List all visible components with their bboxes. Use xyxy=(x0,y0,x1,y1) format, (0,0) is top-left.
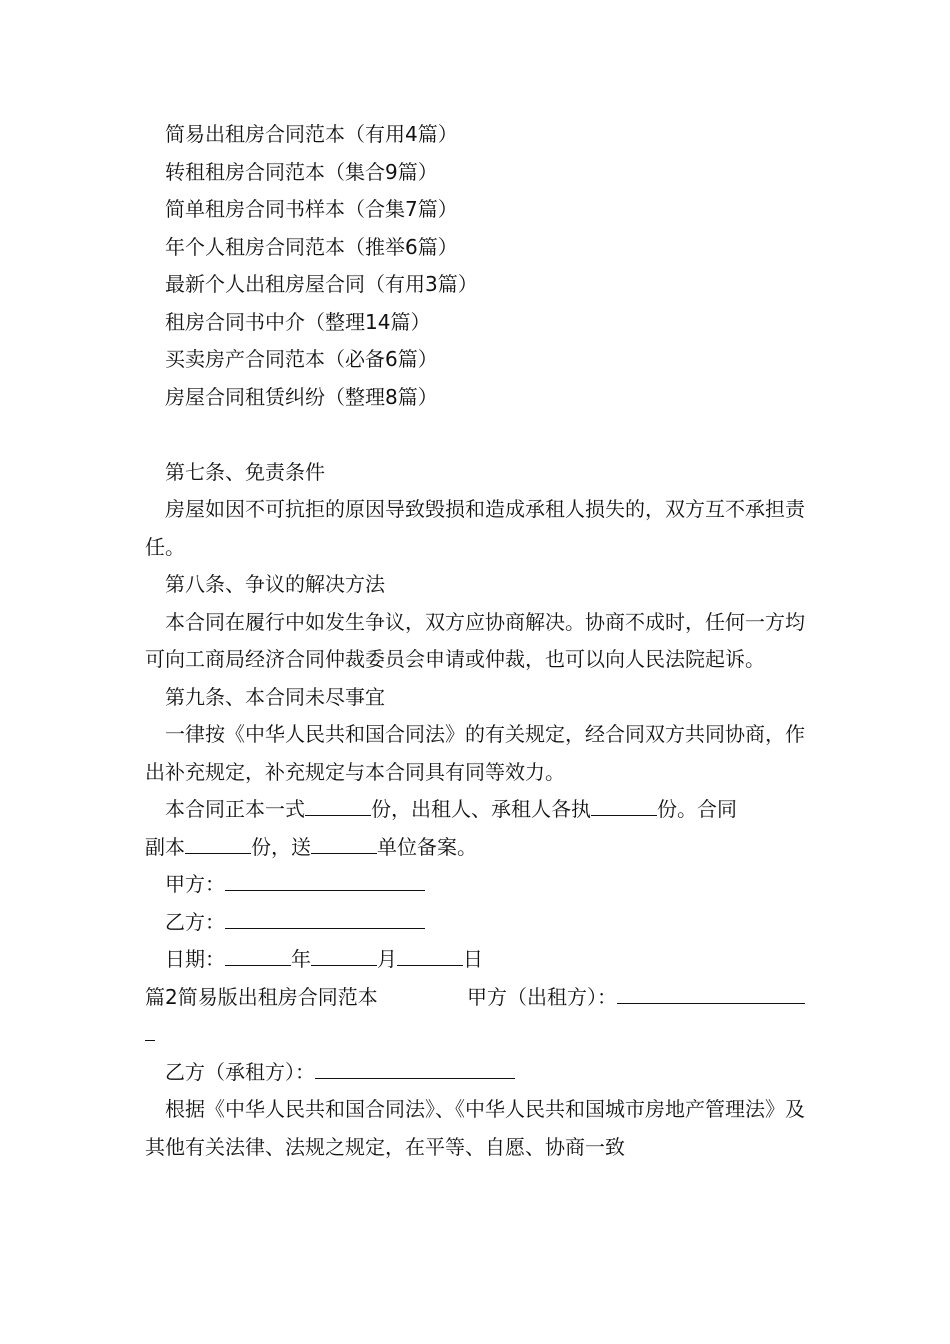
copies-text: 副本 xyxy=(145,834,185,859)
copies-text: 份，送 xyxy=(251,834,311,859)
date-label: 日期： xyxy=(165,947,225,971)
underscore-mark xyxy=(145,1016,155,1041)
party-a-label: 甲方： xyxy=(165,872,225,896)
toc-item[interactable]: 转租租房合同范本（集合9篇） xyxy=(165,159,438,184)
copies-line-1 xyxy=(145,791,805,829)
lessee-label: 乙方（承租方）： xyxy=(165,1059,315,1084)
lessee-field xyxy=(145,1054,805,1092)
article-9-body: 一律按《中华人民共和国合同法》的有关规定，经合同双方共同协商，作出补充规定，补充规定与本合同具有同等效力。 xyxy=(145,722,805,784)
copies-text: 本合同正本一式 xyxy=(165,797,305,821)
party-b-signature xyxy=(145,904,805,942)
article-8-heading: 第八条、争议的解决方法 xyxy=(165,572,385,596)
lessor-blank-continuation xyxy=(145,1016,805,1054)
article-7-body: 房屋如因不可抗拒的原因导致毁损和造成承租人损失的，双方互不承担责任。 xyxy=(145,497,805,559)
section-2-header xyxy=(145,979,805,1017)
month-blank[interactable] xyxy=(311,964,377,966)
party-b-label: 乙方： xyxy=(165,909,225,934)
lessor-label: 甲方（出租方）： xyxy=(467,984,617,1009)
party-a-blank[interactable] xyxy=(225,889,425,891)
section-2-title: 篇2简易版出租房合同范本 xyxy=(145,984,378,1009)
article-9-heading: 第九条、本合同未尽事宜 xyxy=(165,684,385,709)
toc-item[interactable]: 房屋合同租赁纠纷（整理8篇） xyxy=(165,384,438,409)
toc-item[interactable]: 年个人租房合同范本（推举6篇） xyxy=(165,234,458,259)
blank-line xyxy=(145,416,805,454)
year-blank[interactable] xyxy=(225,964,291,966)
copies-text: 单位备案。 xyxy=(377,834,477,859)
toc-item[interactable]: 简单租房合同书样本（合集7篇） xyxy=(165,197,458,221)
copies-line-2 xyxy=(145,829,805,867)
article-8-body: 本合同在履行中如发生争议，双方应协商解决。协商不成时，任何一方均可向工商局经济合同仲裁委员会申请或仲裁，也可以向人民法院起诉。 xyxy=(145,609,805,671)
fill-blank[interactable] xyxy=(305,814,371,816)
toc-item[interactable]: 简易出租房合同范本（有用4篇） xyxy=(165,122,458,146)
lessor-field xyxy=(467,979,805,1017)
copies-clause xyxy=(145,791,805,866)
toc-list xyxy=(145,116,805,416)
year-label: 年 xyxy=(291,947,311,971)
month-label: 月 xyxy=(377,947,397,971)
toc-item[interactable]: 买卖房产合同范本（必备6篇） xyxy=(165,347,438,371)
lessor-blank[interactable] xyxy=(617,1002,805,1004)
day-blank[interactable] xyxy=(397,964,463,966)
section-2-body: 根据《中华人民共和国合同法》、《中华人民共和国城市房地产管理法》及其他有关法律、法规之规定，在平等、自愿、协商一致 xyxy=(145,1097,805,1159)
party-a-signature xyxy=(145,866,805,904)
date-line xyxy=(145,941,805,979)
toc-item[interactable]: 最新个人出租房屋合同（有用3篇） xyxy=(165,272,478,296)
party-b-blank[interactable] xyxy=(225,927,425,929)
toc-item[interactable]: 租房合同书中介（整理14篇） xyxy=(165,309,431,334)
day-label: 日 xyxy=(463,947,483,971)
fill-blank[interactable] xyxy=(591,814,657,816)
article-7-heading: 第七条、免责条件 xyxy=(165,459,325,484)
document-content xyxy=(145,116,805,1166)
fill-blank[interactable] xyxy=(311,852,377,854)
fill-blank[interactable] xyxy=(185,852,251,854)
lessee-blank[interactable] xyxy=(315,1077,515,1079)
copies-text: 份。合同 xyxy=(657,797,737,821)
copies-text: 份，出租人、承租人各执 xyxy=(371,797,591,821)
